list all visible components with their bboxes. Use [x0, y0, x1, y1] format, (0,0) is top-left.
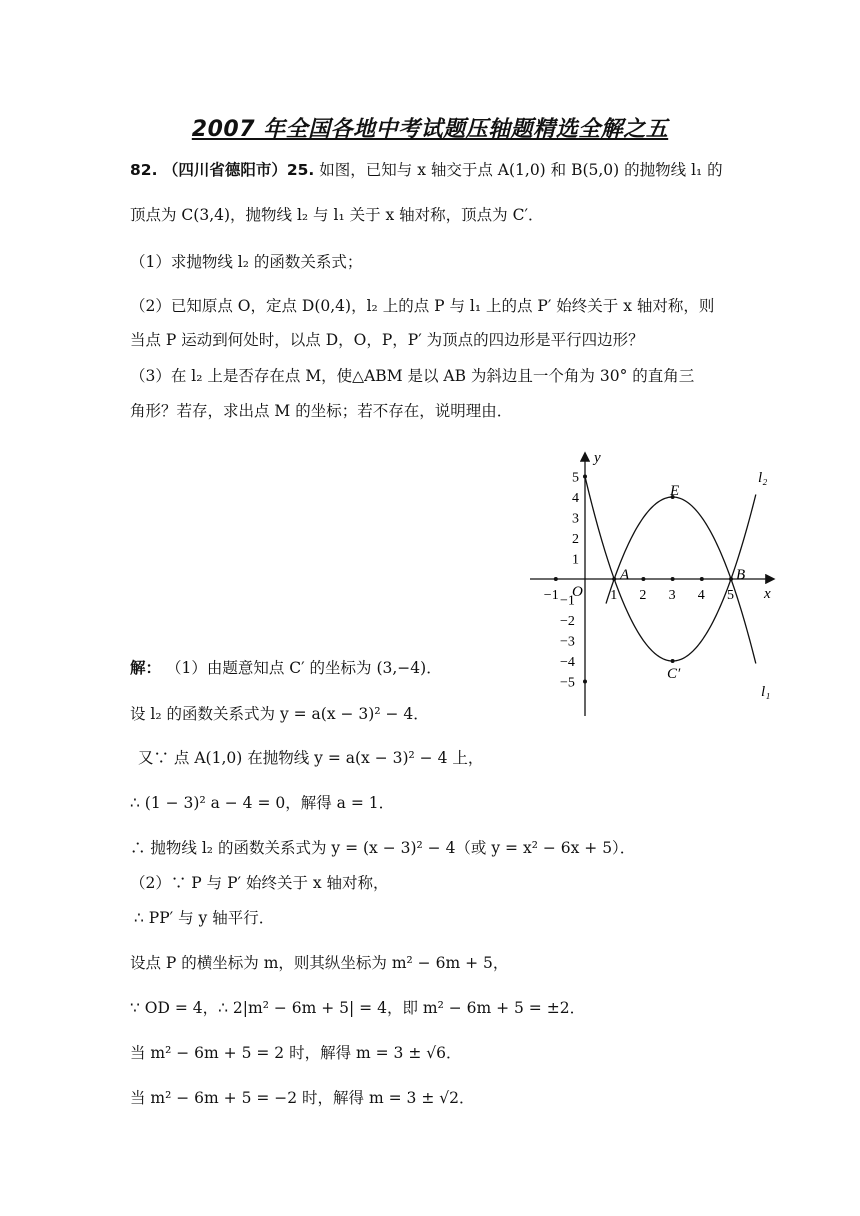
y-tick-label: −2	[560, 614, 575, 629]
solution-step-7: ∴ PP′ 与 y 轴平行．	[134, 909, 275, 927]
problem-stem-line-1	[130, 160, 723, 180]
y-tick-label: 4	[572, 491, 579, 506]
problem-stem-text: 如图，已知与 x 轴交于点 A(1,0) 和 B(5,0) 的抛物线 l₁ 的	[319, 161, 723, 179]
problem-stem-line-2: 顶点为 C(3,4)，抛物线 l₂ 与 l₁ 关于 x 轴对称，顶点为 C′．	[130, 206, 544, 224]
curve-point-dot	[583, 475, 587, 479]
curve-point-dot	[671, 659, 675, 663]
question-3-line-2: 角形？若存，求出点 M 的坐标；若不存在，说明理由．	[130, 402, 513, 420]
question-3-line-1: （3）在 l₂ 上是否存在点 M，使△ABM 是以 AB 为斜边且一个角为 30° 的直角三	[130, 367, 695, 385]
question-1: （1）求抛物线 l₂ 的函数关系式；	[130, 253, 363, 271]
y-tick-label: 3	[572, 511, 579, 527]
point-a-label: A	[620, 567, 630, 583]
question-2-line-1: （2）已知原点 O，定点 D(0,4)，l₂ 上的点 P 与 l₁ 上的点 P′ 始终关于 x 轴对称，则	[130, 297, 715, 315]
solution-step-11: 当 m² − 6m + 5 = −2 时，解得 m = 3 ± √2．	[130, 1089, 475, 1107]
solution-step-5: ∴ 抛物线 l₂ 的函数关系式为 y = (x − 3)² − 4（或 y = x² − 6x + 5）．	[130, 839, 636, 857]
x-tick-label: 5	[727, 588, 734, 603]
curve-point-dot	[583, 680, 587, 684]
point-e-label: E	[670, 483, 680, 499]
origin-label: O	[572, 584, 583, 600]
curve-l2-label: l₂	[758, 470, 768, 486]
y-axis-label: y	[594, 450, 601, 466]
coordinate-graph	[528, 448, 778, 718]
x-axis-label: x	[764, 586, 771, 602]
x-tick-mark	[554, 577, 558, 581]
solution-step-4: ∴ (1 − 3)² a − 4 = 0，解得 a = 1．	[130, 794, 395, 812]
solution-step-9: ∵ OD = 4，∴ 2|m² − 6m + 5| = 4，即 m² − 6m + 5 = ±2．	[130, 999, 586, 1017]
y-ticks	[560, 471, 579, 691]
solution-step-3: 又∵ 点 A(1,0) 在抛物线 y = a(x − 3)² − 4 上，	[138, 749, 484, 767]
point-b-label: B	[736, 567, 746, 583]
y-tick-label: 5	[572, 470, 579, 486]
solution-step-8: 设点 P 的横坐标为 m，则其纵坐标为 m² − 6m + 5，	[130, 954, 509, 972]
x-tick-label: 4	[697, 588, 705, 603]
page-title: 2007 年全国各地中考试题压轴题精选全解之五	[191, 117, 669, 142]
y-tick-label: −1	[560, 593, 575, 609]
x-tick-mark	[700, 577, 704, 581]
question-2-line-2: 当点 P 运动到何处时，以点 D，O，P，P′ 为顶点的四边形是平行四边形？	[130, 331, 644, 349]
x-tick-mark	[671, 577, 675, 581]
parabola-l2	[585, 477, 756, 661]
solution-label: 解：	[130, 659, 162, 677]
x-tick-label: 2	[639, 588, 647, 603]
x-tick-mark	[729, 577, 733, 581]
solution-step-6: （2）∵ P 与 P′ 始终关于 x 轴对称，	[130, 874, 389, 892]
point-c-prime-label: C′	[667, 666, 681, 682]
x-tick-label: 1	[610, 588, 618, 603]
problem-number: 82. （四川省德阳市）25.	[130, 161, 315, 179]
x-tick-mark	[641, 577, 645, 581]
x-tick-label: −1	[543, 588, 559, 603]
solution-step-2: 设 l₂ 的函数关系式为 y = a(x − 3)² − 4．	[130, 705, 429, 723]
solution-step-1	[130, 658, 442, 678]
x-tick-mark	[612, 577, 616, 581]
solution-step-1-text: （1）由题意知点 C′ 的坐标为 (3,−4)．	[165, 659, 442, 677]
x-tick-label: 3	[668, 588, 676, 603]
solution-step-10: 当 m² − 6m + 5 = 2 时，解得 m = 3 ± √6．	[130, 1044, 462, 1062]
y-tick-label: −5	[560, 675, 575, 691]
y-tick-label: 2	[572, 532, 579, 547]
y-tick-label: 1	[572, 552, 579, 568]
y-tick-label: −4	[560, 655, 575, 670]
curve-l1-label: l₁	[761, 684, 771, 700]
y-tick-label: −3	[560, 634, 575, 650]
